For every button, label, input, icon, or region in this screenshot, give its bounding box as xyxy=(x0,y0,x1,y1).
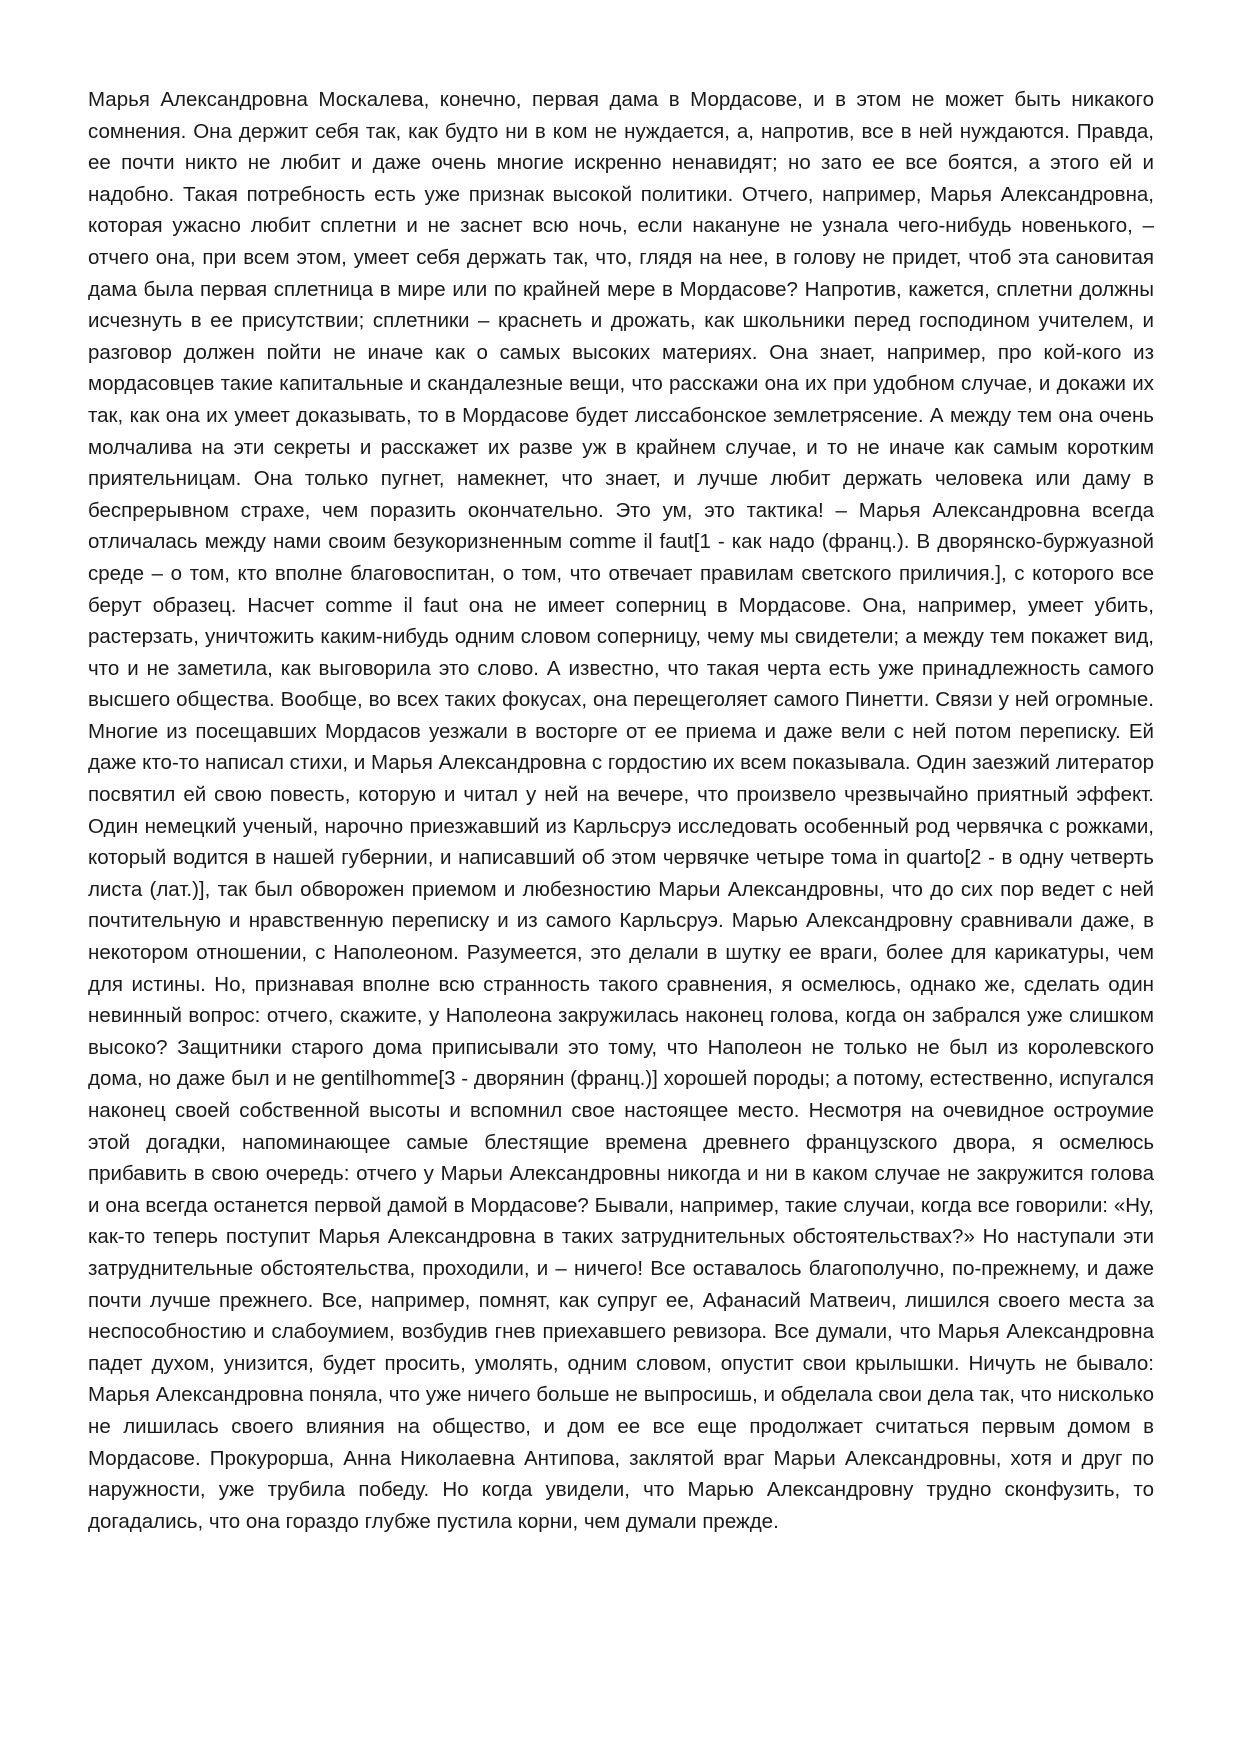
body-paragraph: Марья Александровна Москалева, конечно, первая дама в Мордасове, и в этом не может быть никакого сомнения. Она держит себя так, как будто ни в ком не нуждается, а, напротив, все в ней нуждаются. Правда, ее почти никто не любит и даже очень многие искренно ненавидят; но зато ее все боятся, а этого ей и надобно. Такая потребность есть уже признак высокой политики. Отчего, например, Марья Александровна, которая ужасно любит сплетни и не заснет всю ночь, если накануне не узнала чего-нибудь новенького, – отчего она, при всем этом, умеет себя держать так, что, глядя на нее, в голову не придет, чтоб эта сановитая дама была первая сплетница в мире или по крайней мере в Мордасове? Напротив, кажется, сплетни должны исчезнуть в ее присутствии; сплетники – краснеть и дрожать, как школьники перед господином учителем, и разговор должен пойти не иначе как о самых высоких материях. Она знает, например, про кой-кого из мордасовцев такие капитальные и скандалезные вещи, что расскажи она их при удобном случае, и докажи их так, как она их умеет доказывать, то в Мордасове будет лиссабонское землетрясение. А между тем она очень молчалива на эти секреты и расскажет их разве уж в крайнем случае, и то не иначе как самым коротким приятельницам. Она только пугнет, намекнет, что знает, и лучше любит держать человека или даму в беспрерывном страхе, чем поразить окончательно. Это ум, это тактика! – Марья Александровна всегда отличалась между нами своим безукоризненным comme il faut[1 - как надо (франц.). В дворянско-буржуазной среде – о том, кто вполне благовоспитан, о том, что отвечает правилам светского приличия.], с которого все берут образец. Насчет comme il faut она не имеет соперниц в Мордасове. Она, например, умеет убить, растерзать, уничтожить каким-нибудь одним словом соперницу, чему мы свидетели; а между тем покажет вид, что и не заметила, как выговорила это слово. А известно, что такая черта есть уже принадлежность самого высшего общества. Вообще, во всех таких фокусах, она перещеголяет самого Пинетти. Связи у ней огромные. Многие из посещавших Мордасов уезжали в восторге от ее приема и даже вели с ней потом переписку. Ей даже кто-то написал стихи, и Марья Александровна с гордостию их всем показывала. Один заезжий литератор посвятил ей свою повесть, которую и читал у ней на вечере, что произвело чрезвычайно приятный эффект. Один немецкий ученый, нарочно приезжавший из Карльсруэ исследовать особенный род червячка с рожками, который водится в нашей губернии, и написавший об этом червячке четыре тома in quarto[2 - в одну четверть листа (лат.)], так был обворожен приемом и любезностию Марьи Александровны, что до сих пор ведет с ней почтительную и нравственную переписку и из самого Карльсруэ. Марью Александровну сравнивали даже, в некотором отношении, с Наполеоном. Разумеется, это делали в шутку ее враги, более для карикатуры, чем для истины. Но, признавая вполне всю странность такого сравнения, я осмелюсь, однако же, сделать один невинный вопрос: отчего, скажите, у Наполеона закружилась наконец голова, когда он забрался уже слишком высоко? Защитники старого дома приписывали это тому, что Наполеон не только не был из королевского дома, но даже был и не gentilhomme[3 - дворянин (франц.)] хорошей породы; а потому, естественно, испугался наконец своей собственной высоты и вспомнил свое настоящее место. Несмотря на очевидное остроумие этой догадки, напоминающее самые блестящие времена древнего французского двора, я осмелюсь прибавить в свою очередь: отчего у Марьи Александровны никогда и ни в каком случае не закружится голова и она всегда останется первой дамой в Мордасове? Бывали, например, такие случаи, когда все говорили: «Ну, как-то теперь поступит Марья Александровна в таких затруднительных обстоятельствах?» Но наступали эти затруднительные обстоятельства, проходили, и – ничего! Все оставалось благополучно, по-прежнему, и даже почти лучше прежнего. Все, например, помнят, как супруг ее, Афанасий Матвеич, лишился своего места за неспособностию и слабоумием, возбудив гнев приехавшего ревизора. Все думали, что Марья Александровна падет духом, унизится, будет просить, умолять, одним словом, опустит свои крылышки. Ничуть не бывало: Марья Александровна поняла, что уже ничего больше не выпросишь, и обделала свои дела так, что нисколько не лишилась своего влияния на общество, и дом ее все еще продолжает считаться первым домом в Мордасове. Прокурорша, Анна Николаевна Антипова, заклятой враг Марьи Александровны, хотя и друг по наружности, уже трубила победу. Но когда увидели, что Марью Александровну трудно сконфузить, то догадались, что она гораздо глубже пустила корни, чем думали прежде. xyxy=(88,88,1154,1533)
